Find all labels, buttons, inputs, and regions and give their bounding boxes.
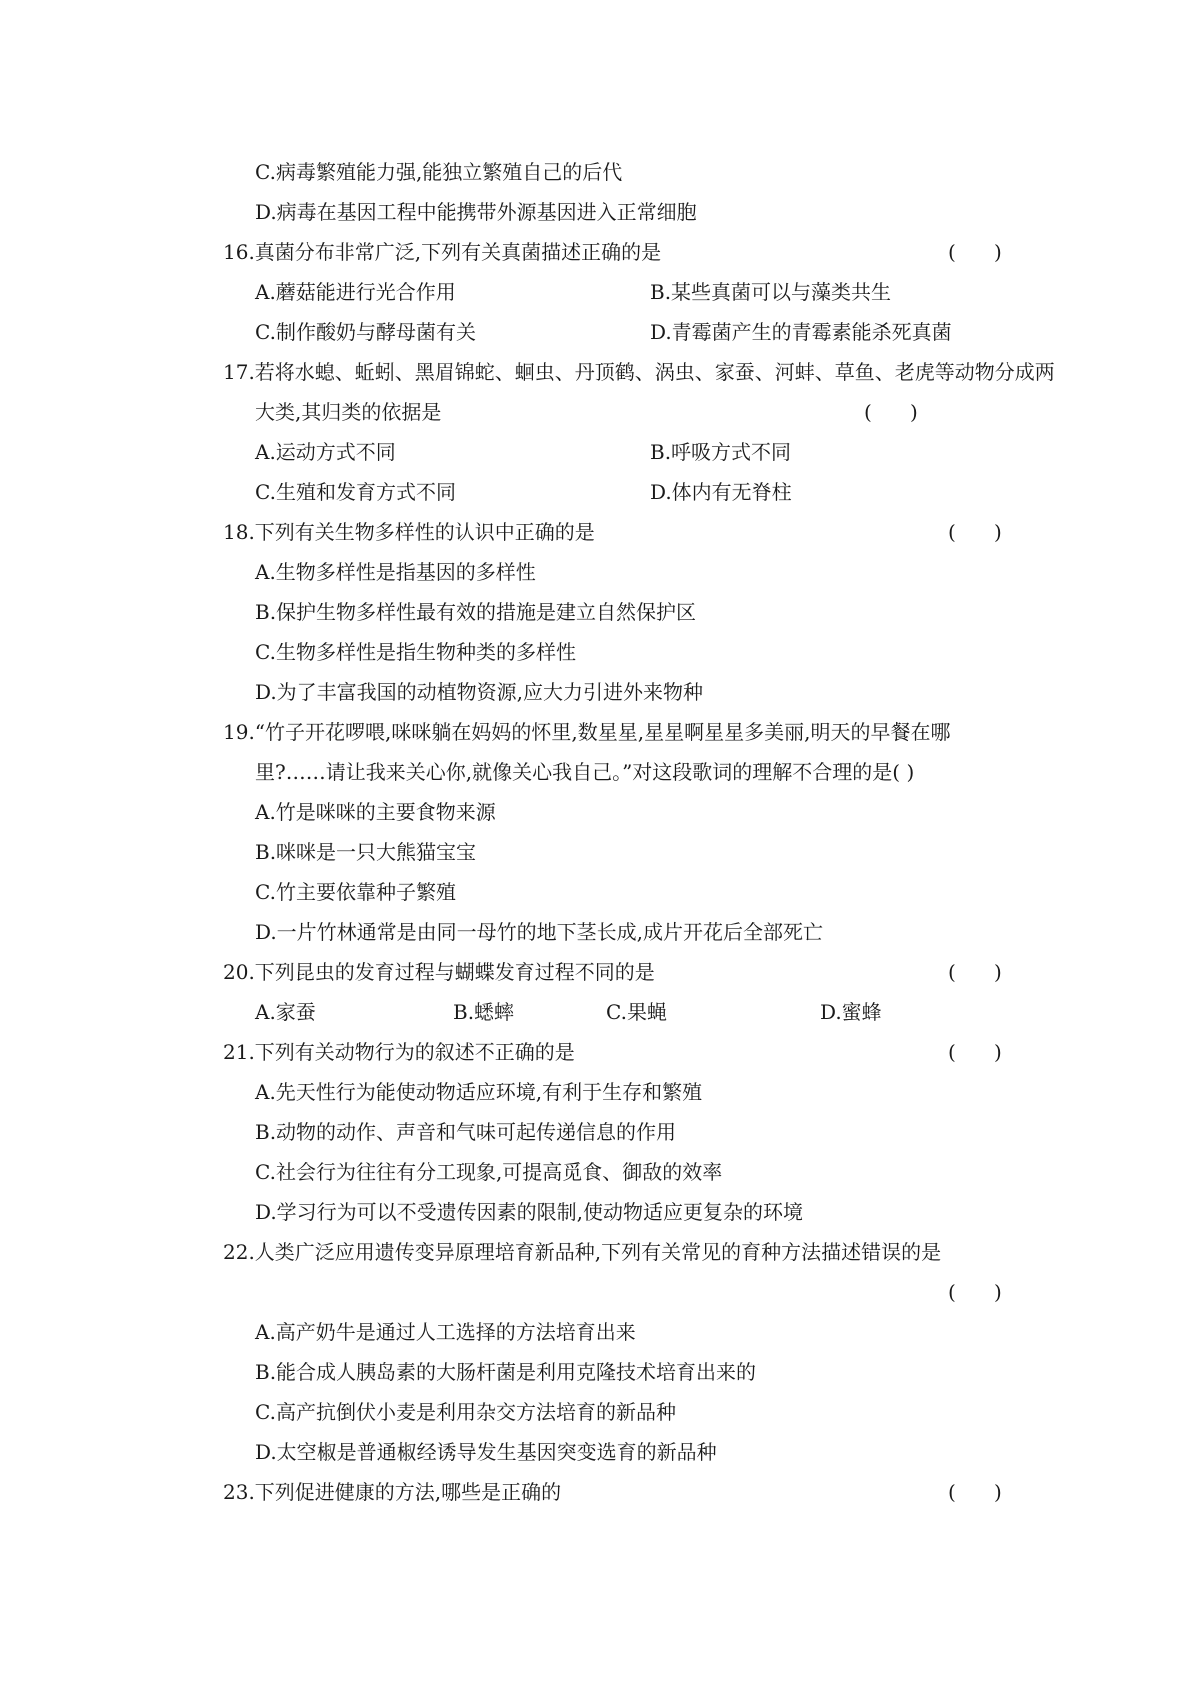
q20-option-a: A.家蚕	[255, 1000, 316, 1024]
q15-option-d: D.病毒在基因工程中能携带外源基因进入正常细胞	[255, 200, 697, 224]
q20-option-d: D.蜜蜂	[820, 1000, 882, 1024]
q19-stem-line1: 19.“竹子开花啰喂,咪咪躺在妈妈的怀里,数星星,星星啊星星多美丽,明天的早餐在哪	[223, 720, 951, 744]
q15-option-c: C.病毒繁殖能力强,能独立繁殖自己的后代	[255, 160, 623, 184]
q22-stem: 22.人类广泛应用遗传变异原理培育新品种,下列有关常见的育种方法描述错误的是	[223, 1240, 942, 1264]
q22-option-c: C.高产抗倒伏小麦是利用杂交方法培育的新品种	[255, 1400, 676, 1424]
q18-answer-paren: ( )	[948, 520, 1002, 544]
q16-option-c: C.制作酸奶与酵母菌有关	[255, 320, 476, 344]
q20-option-c: C.果蝇	[606, 1000, 667, 1024]
q19-option-a: A.竹是咪咪的主要食物来源	[255, 800, 496, 824]
q21-option-b: B.动物的动作、声音和气味可起传递信息的作用	[255, 1120, 677, 1144]
q17-option-d: D.体内有无脊柱	[650, 480, 792, 504]
q17-answer-paren: ( )	[864, 400, 918, 424]
q21-option-c: C.社会行为往往有分工现象,可提高觅食、御敌的效率	[255, 1160, 723, 1184]
q19-option-d: D.一片竹林通常是由同一母竹的地下茎长成,成片开花后全部死亡	[255, 920, 824, 944]
q20-stem: 20.下列昆虫的发育过程与蝴蝶发育过程不同的是	[223, 960, 655, 984]
q19-option-c: C.竹主要依靠种子繁殖	[255, 880, 456, 904]
q17-option-a: A.运动方式不同	[255, 440, 396, 464]
q22-answer-paren: ( )	[948, 1280, 1002, 1304]
q17-option-b: B.呼吸方式不同	[650, 440, 792, 464]
q21-answer-paren: ( )	[948, 1040, 1002, 1064]
q18-option-d: D.为了丰富我国的动植物资源,应大力引进外来物种	[255, 680, 704, 704]
q18-option-c: C.生物多样性是指生物种类的多样性	[255, 640, 576, 664]
q23-answer-paren: ( )	[948, 1480, 1002, 1504]
q18-option-a: A.生物多样性是指基因的多样性	[255, 560, 536, 584]
q19-stem-line2: 里?……请让我来关心你,就像关心我自己。”对这段歌词的理解不合理的是( )	[255, 760, 915, 784]
q22-option-a: A.高产奶牛是通过人工选择的方法培育出来	[255, 1320, 636, 1344]
q17-stem-line2: 大类,其归类的依据是	[255, 400, 442, 424]
q21-option-d: D.学习行为可以不受遗传因素的限制,使动物适应更复杂的环境	[255, 1200, 804, 1224]
q21-stem: 21.下列有关动物行为的叙述不正确的是	[223, 1040, 575, 1064]
q16-option-d: D.青霉菌产生的青霉素能杀死真菌	[650, 320, 952, 344]
q16-answer-paren: ( )	[948, 240, 1002, 264]
q20-answer-paren: ( )	[948, 960, 1002, 984]
q20-option-b: B.蟋蟀	[453, 1000, 515, 1024]
q22-option-b: B.能合成人胰岛素的大肠杆菌是利用克隆技术培育出来的	[255, 1360, 757, 1384]
q19-option-b: B.咪咪是一只大熊猫宝宝	[255, 840, 477, 864]
q18-stem: 18.下列有关生物多样性的认识中正确的是	[223, 520, 595, 544]
q16-stem: 16.真菌分布非常广泛,下列有关真菌描述正确的是	[223, 240, 662, 264]
q21-option-a: A.先天性行为能使动物适应环境,有利于生存和繁殖	[255, 1080, 703, 1104]
q16-option-a: A.蘑菇能进行光合作用	[255, 280, 456, 304]
q22-option-d: D.太空椒是普通椒经诱导发生基因突变选育的新品种	[255, 1440, 717, 1464]
q18-option-b: B.保护生物多样性最有效的措施是建立自然保护区	[255, 600, 697, 624]
q17-option-c: C.生殖和发育方式不同	[255, 480, 456, 504]
q23-stem: 23.下列促进健康的方法,哪些是正确的	[223, 1480, 562, 1504]
q16-option-b: B.某些真菌可以与藻类共生	[650, 280, 892, 304]
q17-stem-line1: 17.若将水螅、蚯蚓、黑眉锦蛇、蛔虫、丹顶鹤、涡虫、家蚕、河蚌、草鱼、老虎等动物分成两	[223, 360, 1055, 384]
